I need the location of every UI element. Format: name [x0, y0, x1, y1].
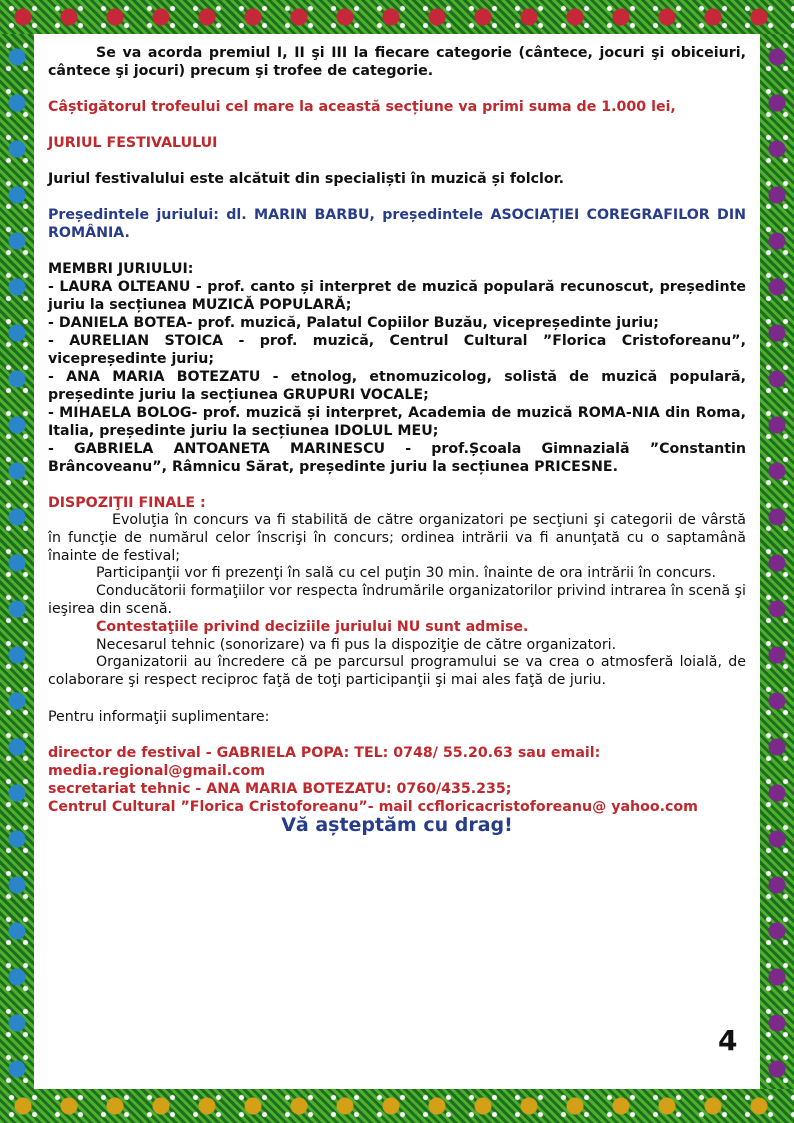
jury-member: - AURELIAN STOICA - prof. muzică, Centrul Cultural ”Florica Cristoforeanu”, vicepreședinte juriu; [48, 333, 746, 367]
final-heading: DISPOZIŢII FINALE : [48, 495, 206, 511]
folk-border-right [760, 34, 794, 1089]
members-heading: MEMBRI JURIULUI: [48, 261, 194, 277]
jury-intro: Juriul festivalului este alcătuit din specialiști în muzică și folclor. [48, 171, 564, 187]
info-heading: Pentru informaţii suplimentare: [48, 708, 270, 725]
closing-message: Vă așteptăm cu drag! [281, 813, 513, 836]
contact-line: Centrul Cultural ”Florica Cristoforeanu”- mail ccfloricacristoforeanu@ yahoo.com [48, 798, 698, 815]
contest-note: Contestaţiile privind deciziile juriului NU sunt admise. [96, 618, 529, 635]
page-number: 4 [718, 1024, 738, 1057]
jury-member: - ANA MARIA BOTEZATU - etnolog, etnomuzicolog, solistă de muzică populară, președinte juriu la secțiunea GRUPURI VOCALE; [48, 369, 746, 403]
folk-border-bottom [0, 1089, 794, 1123]
jury-member: - LAURA OLTEANU - prof. canto și interpret de muzică populară recunoscut, președinte juriu la secțiunea MUZICĂ POPULARĂ; [48, 279, 746, 313]
jury-president: Președintele juriului: dl. MARIN BARBU, președintele ASOCIAȚIEI COREGRAFILOR DIN ROMÂNIA. [48, 207, 746, 241]
contact-line: secretariat tehnic - ANA MARIA BOTEZATU: 0760/435.235; [48, 780, 512, 797]
folk-border-top [0, 0, 794, 34]
contact-line: director de festival - GABRIELA POPA: TEL: 0748/ 55.20.63 sau email: media.regional@gmail.com [48, 744, 601, 779]
jury-heading: JURIUL FESTIVALULUI [48, 135, 218, 151]
final-paragraph: Necesarul tehnic (sonorizare) va fi pus la dispoziţie de către organizatori. [96, 636, 617, 653]
jury-member: - MIHAELA BOLOG- prof. muzică și interpret, Academia de muzică ROMA-NIA din Roma, Italia, președinte juriu la secțiunea IDOLUL MEU; [48, 405, 746, 439]
trophy-paragraph: Câștigătorul trofeului cel mare la această secțiune va primi suma de 1.000 lei, [48, 99, 676, 115]
intro-paragraph: Se va acorda premiul I, II şi III la fiecare categorie (cântece, jocuri şi obiceiuri, cântece şi jocuri) precum şi trofee de categorie. [48, 45, 746, 79]
folk-border-left [0, 34, 34, 1089]
jury-member: - GABRIELA ANTOANETA MARINESCU - prof.Școala Gimnazială ”Constantin Brâncoveanu”, Râmnicu Sărat, președinte juriu la secțiunea PRICESNE. [48, 441, 746, 475]
final-paragraph: Participanţii vor fi prezenţi în sală cu cel puţin 30 min. înainte de ora intrării în concurs. [96, 565, 716, 582]
final-paragraph: Evoluţia în concurs va fi stabilită de către organizatori pe secţiuni şi categorii de vârstă în funcţie de numărul celor înscrişi în concurs; ordinea intrării va fi anunţată cu o saptamână înainte de festival; [48, 512, 746, 564]
final-paragraph: Conducătorii formaţiilor vor respecta îndrumările organizatorilor privind intrarea în scenă şi ieşirea din scenă. [48, 583, 746, 617]
jury-member: - DANIELA BOTEA- prof. muzică, Palatul Copiilor Buzău, vicepreședinte juriu; [48, 315, 659, 331]
page-content [48, 44, 746, 834]
final-paragraph: Organizatorii au încredere că pe parcursul programului se va crea o atmosferă loială, de colaborare şi respect reciproc faţă de toţi participanţii şi mai ales faţă de juriu. [48, 654, 746, 689]
